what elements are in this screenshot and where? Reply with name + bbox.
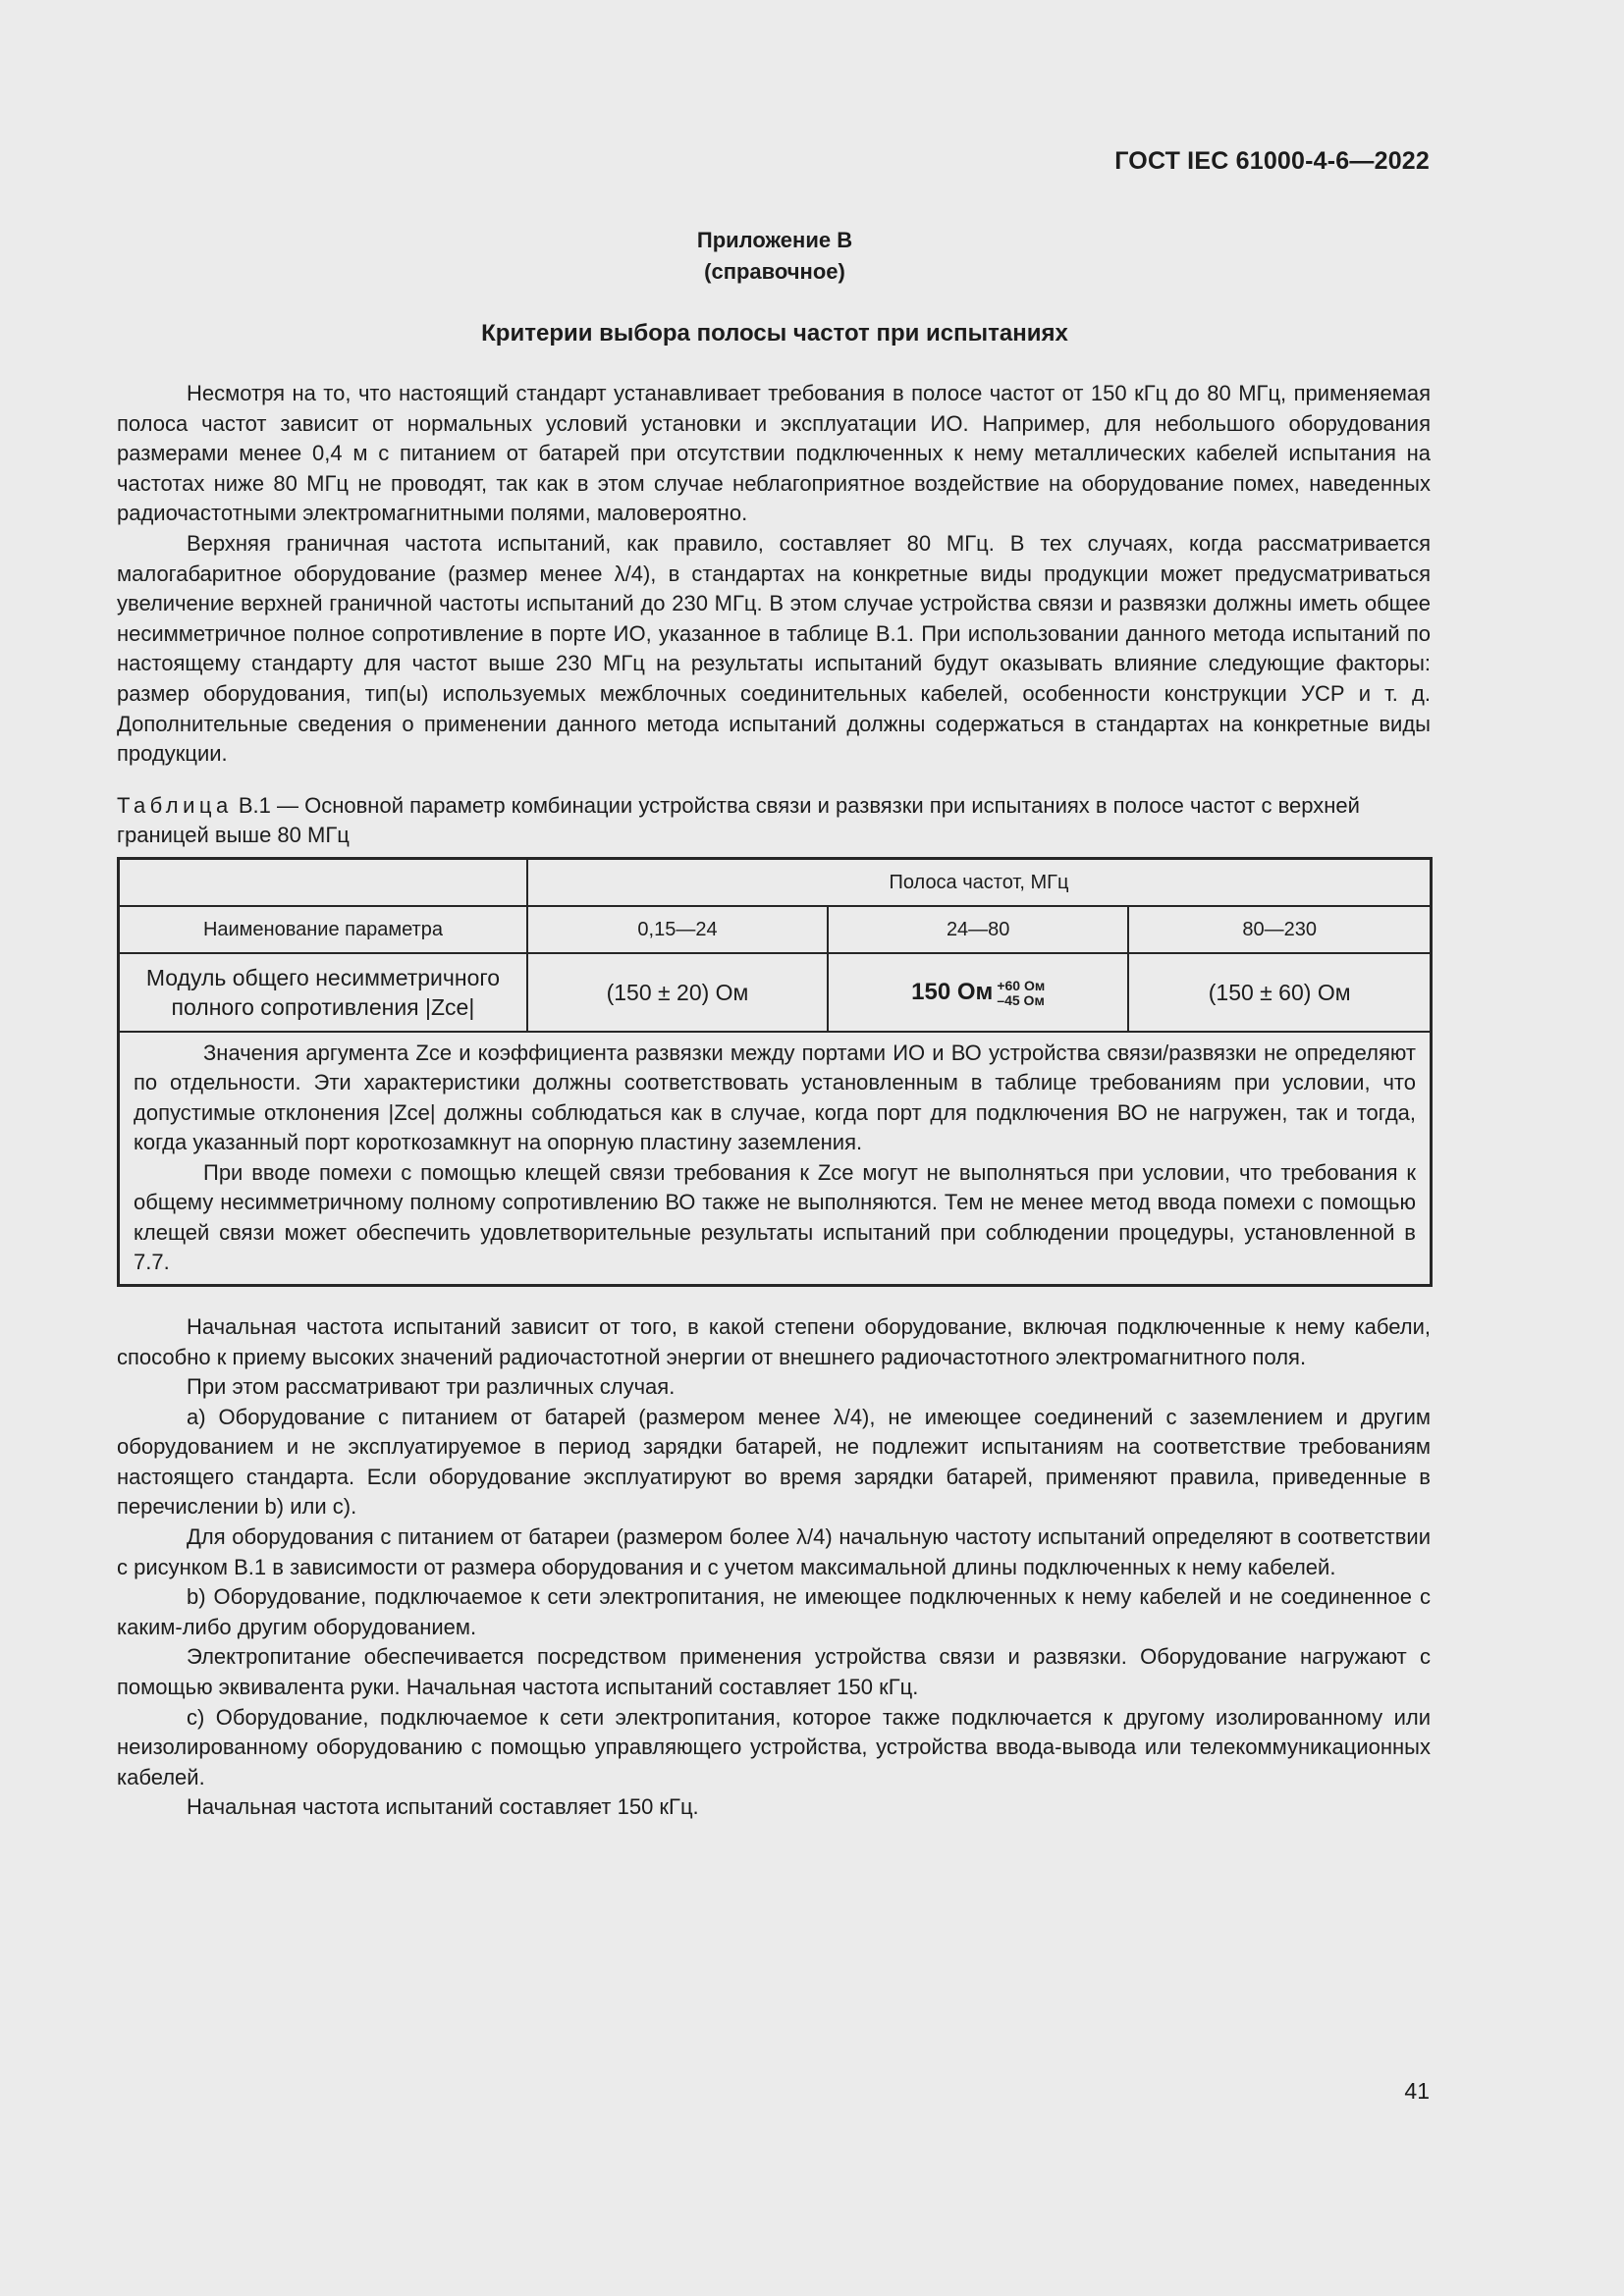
- table-notes: [119, 1032, 1432, 1286]
- value-low: (150 ± 20) Ом: [527, 953, 828, 1032]
- impedance-table: [117, 857, 1433, 1287]
- paragraph: Электропитание обеспечивается посредством применения устройства связи и развязки. Оборудование нагружают с помощью эквивалента руки. Начальная частота испытаний составляет 150 кГц.: [117, 1644, 1431, 1700]
- band-low: 0,15—24: [527, 906, 828, 953]
- value-mid-minus: –45 Ом: [997, 991, 1045, 1008]
- case-b: b) Оборудование, подключаемое к сети электропитания, не имеющее подключенных к нему кабелей и не соединенное с каким-либо другим оборудованием.: [117, 1584, 1431, 1639]
- table-empty-corner: [119, 858, 527, 906]
- table-note-1: Значения аргумента Zce и коэффициента развязки между портами ИО и ВО устройства связи/развязки не определяют по отдельности. Эти характеристики должны соответствовать установленным в таблице требованиям при условии, что допустимые отклонения |Zce| должны соблюдаться как в случае, когда порт для подключения ВО не нагружен, так и тогда, когда указанный порт короткозамкнут на опорную пластину заземления.: [134, 1040, 1416, 1155]
- band-high: 80—230: [1128, 906, 1431, 953]
- paragraph: Начальная частота испытаний составляет 150 кГц.: [187, 1794, 699, 1820]
- value-mid-plus: +60 Ом: [997, 977, 1046, 993]
- table-note-2: При вводе помехи с помощью клещей связи требования к Zce могут не выполняться при условии, что требования к общему несимметричному полному сопротивлению ВО также не выполняются. Тем не менее метод ввода помехи с помощью клещей связи может обеспечить удовлетворительные результаты испытаний при соблюдении процедуры, установленной в 7.7.: [134, 1159, 1416, 1275]
- value-mid-tolerance: [997, 979, 1045, 1008]
- table-band-header-row: [119, 858, 1432, 906]
- table-row: [119, 953, 1432, 1032]
- annex-title: Приложение В: [696, 228, 853, 252]
- paragraph: При этом рассматривают три различных случая.: [187, 1374, 676, 1400]
- table-caption: [117, 791, 1431, 851]
- table-caption-prefix: Таблица: [117, 792, 233, 818]
- case-a: a) Оборудование с питанием от батарей (размером менее λ/4), не имеющее соединений с заземлением и другим оборудованием и не эксплуатируемое в период зарядки батарей, не подлежит испытаниям на соответствие требованиям настоящего стандарта. Если оборудование эксплуатируют во время зарядки батарей, применяют правила, приведенные в перечислении b) или c).: [117, 1404, 1431, 1520]
- paragraph: Для оборудования с питанием от батареи (размером более λ/4) начальную частоту испытаний определяют в соответствии с рисунком В.1 в зависимости от размера оборудования и с учетом максимальной длины подключенных к нему кабелей.: [117, 1524, 1431, 1579]
- value-mid-main: 150 Ом: [911, 978, 994, 1005]
- band-header: Полоса частот, МГц: [527, 858, 1432, 906]
- after-table-text: [117, 1312, 1431, 1823]
- band-mid: 24—80: [828, 906, 1128, 953]
- table-header-row: [119, 906, 1432, 953]
- param-header: Наименование параметра: [119, 906, 527, 953]
- intro-paragraph-1: Несмотря на то, что настоящий стандарт устанавливает требования в полосе частот от 150 кГц до 80 МГц, применяемая полоса частот зависит от нормальных условий установки и эксплуатации ИО. Например, для небольшого оборудования размерами менее 0,4 м с питанием от батарей при отсутствии подключенных к нему металлических кабелей испытания на частотах ниже 80 МГц не проводят, так как в этом случае неблагоприятное воздействие на оборудование помех, наведенных радиочастотными электромагнитными полями, маловероятно.: [117, 381, 1431, 526]
- case-c: c) Оборудование, подключаемое к сети электропитания, которое также подключается к другому изолированному или неизолированному оборудованию с помощью управляющего устройства, устройства ввода-вывода или телекоммуникационных кабелей.: [117, 1704, 1431, 1789]
- page-number: 41: [1404, 2078, 1430, 2104]
- annex-kind: (справочное): [704, 259, 845, 284]
- table-caption-text: В.1 — Основной параметр комбинации устройства связи и развязки при испытаниях в полосе частот с верхней границей выше 80 МГц: [117, 792, 1360, 848]
- standard-number: ГОСТ IEC 61000-4-6—2022: [1114, 147, 1430, 175]
- annex-heading: Критерии выбора полосы частот при испытаниях: [481, 320, 1068, 347]
- value-mid: [828, 953, 1128, 1032]
- paragraph: Начальная частота испытаний зависит от того, в какой степени оборудование, включая подключенные к нему кабели, способно к приему высоких значений радиочастотной энергии от внешнего радиочастотного электромагнитного поля.: [117, 1313, 1431, 1369]
- value-high: (150 ± 60) Ом: [1128, 953, 1431, 1032]
- document-body: [117, 379, 1431, 1823]
- param-name: Модуль общего несимметричного полного сопротивления |Zce|: [119, 953, 527, 1032]
- intro-paragraph-2: Верхняя граничная частота испытаний, как правило, составляет 80 МГц. В тех случаях, когда рассматривается малогабаритное оборудование (размер менее λ/4), в стандартах на конкретные виды продукции может предусматриваться увеличение верхней граничной частоты испытаний до 230 МГц. В этом случае устройства связи и развязки должны иметь общее несимметричное полное сопротивление в порте ИО, указанное в таблице В.1. При использовании данного метода испытаний по настоящему стандарту для частот выше 230 МГц на результаты испытаний будут оказывать влияние следующие факторы: размер оборудования, тип(ы) используемых межблочных соединительных кабелей, особенности конструкции УСР и т. д. Дополнительные сведения о применении данного метода испытаний должны содержаться в стандартах на конкретные виды продукции.: [117, 530, 1431, 767]
- table-notes-row: [119, 1032, 1432, 1286]
